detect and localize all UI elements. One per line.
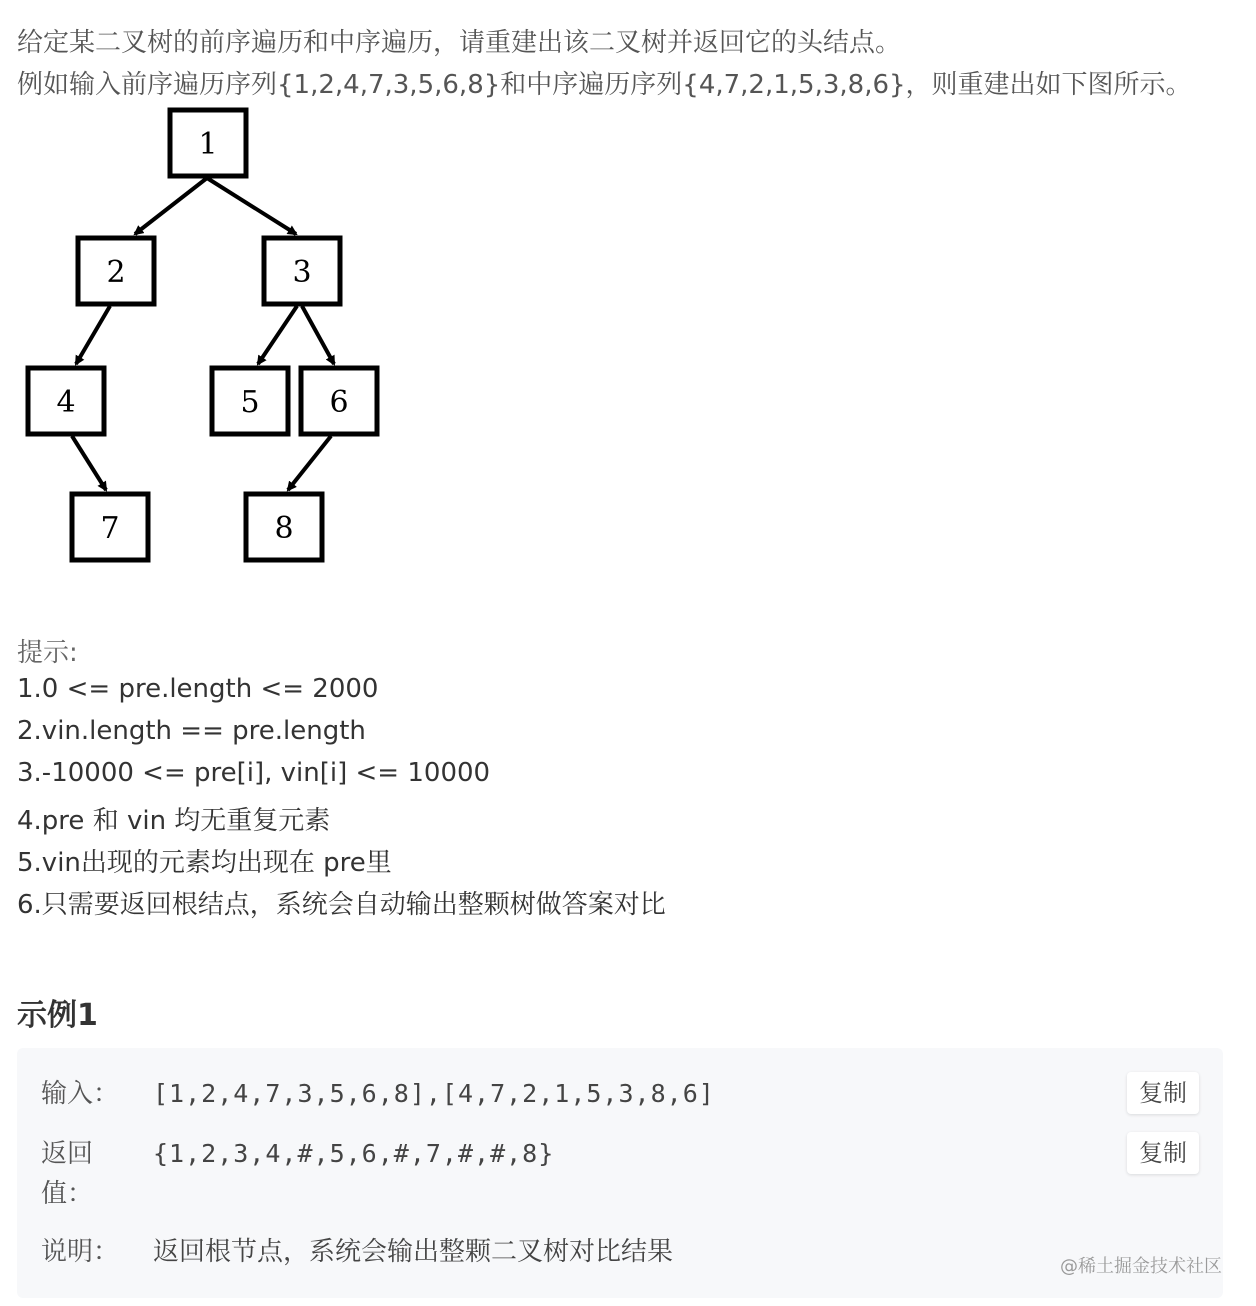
tree-node-label: 1 [198,127,218,162]
explain-label: 说明： [41,1237,120,1267]
problem-description-line-2: 例如输入前序遍历序列{1,2,4,7,3,5,6,8}和中序遍历序列{4,7,2,1,5,3,8,6}，则重建出如下图所示。 [17,70,1192,100]
explain-value: 返回根节点，系统会输出整颗二叉树对比结果 [153,1237,674,1267]
tree-node-6 [301,368,377,434]
return-value: {1,2,3,4,#,5,6,#,7,#,#,8} [153,1139,555,1168]
edge-6-8 [288,436,331,490]
edge-1-2 [135,178,207,234]
tree-node-4 [28,368,104,434]
tree-node-1 [170,110,246,176]
edge-4-7 [72,436,106,490]
tree-node-label: 3 [292,255,312,290]
edge-1-3 [207,178,296,234]
tip-item-3: 3.-10000 <= pre[i], vin[i] <= 10000 [17,758,491,788]
return-label-line-1: 返回 [41,1139,94,1169]
tree-node-3 [264,238,340,304]
copy-input-button[interactable]: 复制 [1127,1072,1199,1114]
tree-node-8 [246,494,322,560]
input-value: [1,2,4,7,3,5,6,8],[4,7,2,1,5,3,8,6] [153,1079,715,1108]
tree-node-label: 8 [274,511,294,546]
tip-item-6: 6.只需要返回根结点，系统会自动输出整颗树做答案对比 [17,890,666,920]
tree-node-7 [72,494,148,560]
tree-node-label: 5 [240,385,260,420]
tip-item-4: 4.pre 和 vin 均无重复元素 [17,806,331,836]
tree-node-label: 7 [100,511,120,546]
example-box [17,1048,1223,1298]
tree-node-5 [212,368,288,434]
problem-description-line-1: 给定某二叉树的前序遍历和中序遍历，请重建出该二叉树并返回它的头结点。 [17,28,902,58]
tree-node-label: 6 [329,385,349,420]
tips-title: 提示: [17,638,78,668]
edge-3-5 [258,306,297,364]
tree-node-label: 2 [106,255,126,290]
tree-node-label: 4 [56,385,76,420]
input-label: 输入： [41,1079,120,1109]
watermark: @稀土掘金技术社区 [1060,1256,1222,1277]
edge-3-6 [302,306,334,364]
example-title: 示例1 [17,998,98,1033]
tip-item-2: 2.vin.length == pre.length [17,716,366,746]
return-label-line-2: 值： [41,1179,94,1209]
copy-return-button[interactable]: 复制 [1127,1132,1199,1174]
tip-item-5: 5.vin出现的元素均出现在 pre里 [17,848,392,878]
binary-tree-diagram [20,100,390,570]
tree-node-2 [78,238,154,304]
edge-2-4 [76,306,110,364]
tip-item-1: 1.0 <= pre.length <= 2000 [17,674,379,704]
